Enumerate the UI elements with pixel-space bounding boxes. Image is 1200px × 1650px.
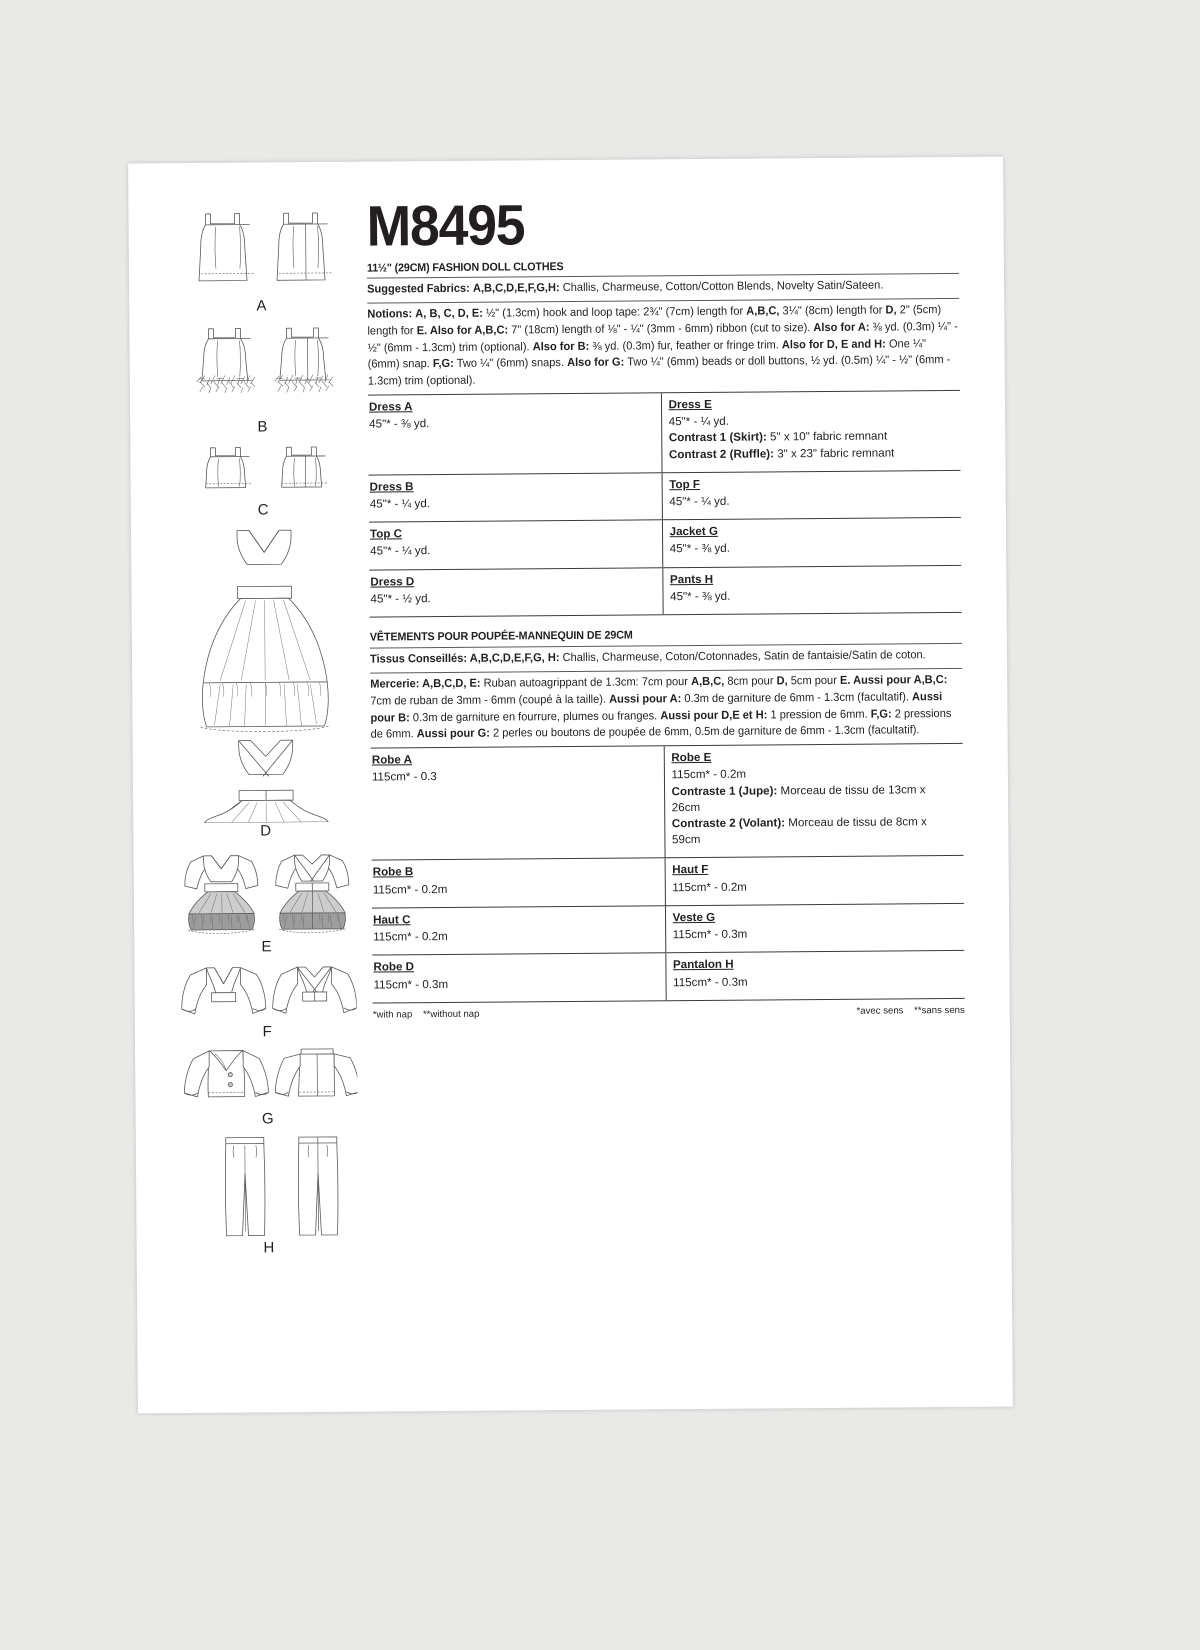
envelope-sheet [128, 157, 1013, 1414]
item-name: Haut F [672, 863, 709, 877]
item-yardage: 115cm* - 0.2m [373, 930, 448, 944]
notions-bold-5: Also for B: [532, 339, 590, 353]
view-b-block [169, 318, 355, 435]
french-fabrics-paragraph [370, 644, 962, 672]
french-notions-bold-8: Aussi pour G: [416, 726, 491, 741]
table-cell-robe-a [371, 746, 665, 861]
footnote-french: *avec sens **sans sens [856, 1004, 965, 1017]
contrast-2-label: Contrast 2 (Ruffle): [668, 446, 775, 461]
french-notions-text-6: 0.3m de garniture en fourrure, plumes ou franges. [409, 708, 661, 724]
item-yardage: 115cm* - 0.3 [371, 770, 437, 784]
suggested-fabrics-text: Challis, Charmeuse, Cotton/Cotton Blends, Novelty Satin/Sateen. [559, 278, 884, 295]
view-letter-a: A [256, 297, 268, 315]
view-letter-c: C [257, 501, 270, 519]
table-cell-robe-d [372, 953, 665, 1003]
item-contrast-1 [672, 781, 958, 816]
item-name: Dress A [368, 400, 413, 414]
footnotes-row [373, 999, 965, 1021]
table-cell-veste-g [665, 903, 964, 953]
notions-text-8: Two ¼" (6mm) snaps. [453, 356, 568, 371]
notions-bold-3: E. Also for A,B,C: [416, 323, 509, 337]
notions-bold-6: Also for D, E and H: [781, 337, 886, 351]
contrast-2-label: Contraste 2 (Volant): [671, 816, 786, 831]
pants-back [298, 1137, 338, 1235]
french-notions-bold-3: E. Aussi pour A,B,C: [839, 672, 948, 687]
french-notions-text-9: 2 perles ou boutons de poupée de 6mm, 0.5m de garniture de 6mm - 1.3cm (facultatif). [489, 723, 920, 740]
item-contrast-2 [669, 445, 955, 463]
item-yardage: 115cm* - 0.2m [671, 767, 747, 782]
dress-b-fur-trim-hem-icon [173, 318, 352, 419]
table-cell-pants-h [662, 565, 961, 615]
notions-text-9: Two ¼" (6mm) beads or doll buttons, ½ yd. (0.5m) ¼" - ½" (6mm - 1.3cm) trim (optional). [367, 353, 951, 388]
view-d-block [171, 522, 358, 839]
table-row [369, 470, 961, 522]
french-notions-paragraph [370, 669, 962, 748]
item-contrast-2 [672, 814, 958, 849]
table-row [372, 903, 964, 955]
french-notions-text-5: 0.3m de garniture de 6mm - 1.3cm (facultatif). [681, 690, 913, 705]
table-cell-dress-e [661, 390, 961, 472]
notions-paragraph [367, 299, 960, 395]
view-letter-d: D [260, 822, 272, 840]
dress-e-flutter-sleeve-tiered-icon [177, 843, 356, 939]
table-row [369, 565, 961, 617]
item-name: Top C [369, 527, 403, 541]
garment-illustrations-column [168, 197, 362, 1388]
item-yardage: 45"* - ¼ yd. [369, 497, 431, 511]
view-a-block [168, 197, 354, 314]
item-name: Top F [669, 477, 700, 492]
item-yardage: 45"* - ½ yd. [370, 591, 431, 606]
item-yardage: 115cm* - 0.2m [672, 880, 747, 894]
item-yardage: 115cm* - 0.3m [373, 977, 449, 992]
french-notions-bold-5: Aussi pour B: [370, 689, 943, 725]
bolero-back [272, 967, 356, 1014]
view-h-block [176, 1131, 362, 1256]
item-yardage: 45"* - ¼ yd. [668, 414, 729, 429]
notions-text-2: 3¼" (8cm) length for [779, 303, 886, 318]
notions-views: A, B, C, D, E: [415, 306, 484, 321]
contrast-1-label: Contrast 1 (Skirt): [668, 430, 767, 445]
english-fabric-requirements-table [368, 390, 962, 618]
view-g-block [175, 1044, 361, 1127]
view-f-block [174, 959, 360, 1040]
dress-d-long-tiered-gown-icon [174, 522, 354, 823]
item-yardage: 45"* - ⅜ yd. [670, 589, 731, 604]
french-notions-label: Mercerie: [370, 677, 420, 691]
dress-e-front [184, 855, 258, 933]
top-f-wrap-bolero-icon [178, 959, 356, 1024]
table-cell-jacket-g [662, 518, 961, 568]
item-yardage: 115cm* - 0.3m [672, 927, 748, 942]
table-cell-top-f [662, 470, 961, 520]
footnote-english: *with nap **without nap [372, 1008, 480, 1021]
view-e-block [173, 843, 359, 955]
contrast-1-value: Morceau de tissu de 13cm x 26cm [671, 782, 926, 814]
view-letter-h: H [263, 1239, 275, 1257]
envelope-content [128, 157, 1013, 1414]
french-notions-text-7: 1 pression de 6mm. [767, 707, 871, 721]
table-cell-robe-e [664, 744, 964, 859]
notions-bold-2: D, [885, 303, 897, 317]
table-cell-dress-a [368, 393, 662, 475]
item-name: Haut C [373, 913, 411, 927]
table-cell-dress-d [369, 567, 662, 617]
notions-bold-1: A,B,C, [746, 304, 780, 318]
french-notions-text-3: 5cm pour [787, 673, 841, 688]
item-yardage: 45"* - ⅜ yd. [669, 542, 730, 556]
french-notions-bold-2: D, [776, 674, 788, 688]
notions-text-6: ⅜ yd. (0.3m) fur, feather or fringe trim. [589, 337, 782, 353]
item-name: Veste G [672, 910, 716, 925]
table-row [369, 518, 961, 570]
jacket-back [275, 1049, 357, 1097]
french-notions-text-8: 2 pressions de 6mm. [370, 706, 952, 741]
table-cell-haut-c [372, 906, 665, 956]
french-notions-text-1: Ruban autoagrippant de 1.3cm: 7cm pour [480, 674, 692, 690]
french-fabrics-label: Tissus Conseillés: [369, 651, 468, 666]
item-yardage: 45"* - ¼ yd. [370, 544, 431, 559]
french-fabrics-views: A,B,C,D,E,F,G, H: [466, 651, 560, 665]
table-cell-haut-f [665, 856, 964, 906]
french-notions-text-4: 7cm de ruban de 3mm - 6mm (coupé à la taille). [370, 692, 610, 708]
bolero-front [181, 967, 265, 1014]
item-yardage: 45"* - ⅜ yd. [369, 417, 430, 431]
french-notions-bold-4: Aussi pour A: [609, 691, 682, 706]
table-cell-dress-b [369, 473, 662, 523]
item-name: Dress D [370, 574, 415, 589]
table-cell-robe-b [372, 858, 665, 908]
dress-e-back [275, 855, 349, 933]
contrast-2-value: Morceau de tissu de 8cm x 59cm [671, 815, 927, 847]
pants-h-trousers-icon [179, 1131, 358, 1240]
item-name: Robe D [373, 960, 415, 974]
notions-bold-7: F,G: [432, 357, 454, 371]
view-c-block [170, 439, 356, 518]
view-letter-b: B [257, 418, 268, 436]
table-row [372, 951, 964, 1003]
contrast-1-label: Contraste 1 (Jupe): [671, 783, 778, 798]
item-name: Jacket G [669, 525, 719, 539]
french-section-title: VÊTEMENTS POUR POUPÉE-MANNEQUIN DE 29CM [369, 629, 633, 644]
table-cell-top-c [369, 520, 662, 570]
french-notions-bold-7: F,G: [870, 706, 892, 721]
item-yardage: 45"* - ¼ yd. [669, 494, 730, 509]
notions-text-4: 7" (18cm) length of ⅛" - ¼" (3mm - 6mm) ribbon (cut to size). [508, 320, 814, 337]
item-yardage: 115cm* - 0.2m [372, 882, 448, 897]
contrast-1-value: 5" x 10" fabric remnant [766, 429, 888, 444]
notions-text-3: 2" (5cm) length for [367, 303, 942, 338]
view-letter-e: E [261, 938, 273, 956]
dress-a-sleeveless-shift-icon [172, 197, 351, 298]
table-row [368, 390, 961, 475]
notions-bold-4: Also for A: [813, 320, 870, 334]
specification-text-column [366, 195, 964, 1020]
item-name: Dress E [668, 397, 712, 412]
french-fabrics-text: Challis, Charmeuse, Coton/Cotonnades, Satin de fantaisie/Satin de coton. [559, 648, 926, 665]
table-cell-pantalon-h [665, 951, 964, 1001]
notions-bold-8: Also for G: [567, 355, 625, 370]
item-name: Robe A [371, 753, 413, 767]
suggested-fabrics-label: Suggested Fabrics: [367, 281, 470, 296]
item-name: Pantalon H [672, 958, 734, 972]
notions-label: Notions: [367, 307, 413, 321]
notions-text-7: One ¼" (6mm) snap. [367, 336, 927, 371]
item-name: Dress B [369, 480, 414, 494]
item-name: Robe B [372, 865, 414, 879]
notions-text-1: ½" (1.3cm) hook and loop tape: 2¾" (7cm) length for [482, 304, 747, 320]
french-fabric-requirements-table [371, 743, 965, 1003]
suggested-fabrics-views: A,B,C,D,E,F,G,H: [472, 281, 560, 295]
item-name: Robe E [671, 750, 712, 765]
french-notions-text-2: 8cm pour [724, 674, 777, 688]
french-notions-views: A,B,C,D, E: [419, 676, 481, 691]
pattern-number: M8495 [366, 193, 525, 259]
jacket-g-button-front-icon [179, 1044, 358, 1111]
french-notions-bold-6: Aussi pour D,E et H: [660, 707, 768, 722]
item-name: Pants H [669, 572, 714, 586]
french-notions-bold-1: A,B,C, [690, 674, 725, 688]
item-yardage: 115cm* - 0.3m [673, 975, 748, 989]
table-row [371, 744, 964, 861]
suggested-fabrics-paragraph [367, 274, 959, 302]
garment-description: 11½" (29CM) FASHION DOLL CLOTHES [366, 261, 564, 275]
contrast-2-value: 3" x 23" fabric remnant [773, 446, 895, 460]
notions-text-5: ⅜ yd. (0.3m) ¼" - ½" (6mm - 1.3cm) trim (optional). [367, 319, 958, 355]
jacket-front [184, 1050, 268, 1097]
view-letter-g: G [261, 1110, 275, 1128]
top-c-camisole-icon [174, 439, 352, 502]
table-row [372, 856, 964, 908]
pants-front [225, 1137, 265, 1235]
view-letter-f: F [262, 1023, 273, 1041]
